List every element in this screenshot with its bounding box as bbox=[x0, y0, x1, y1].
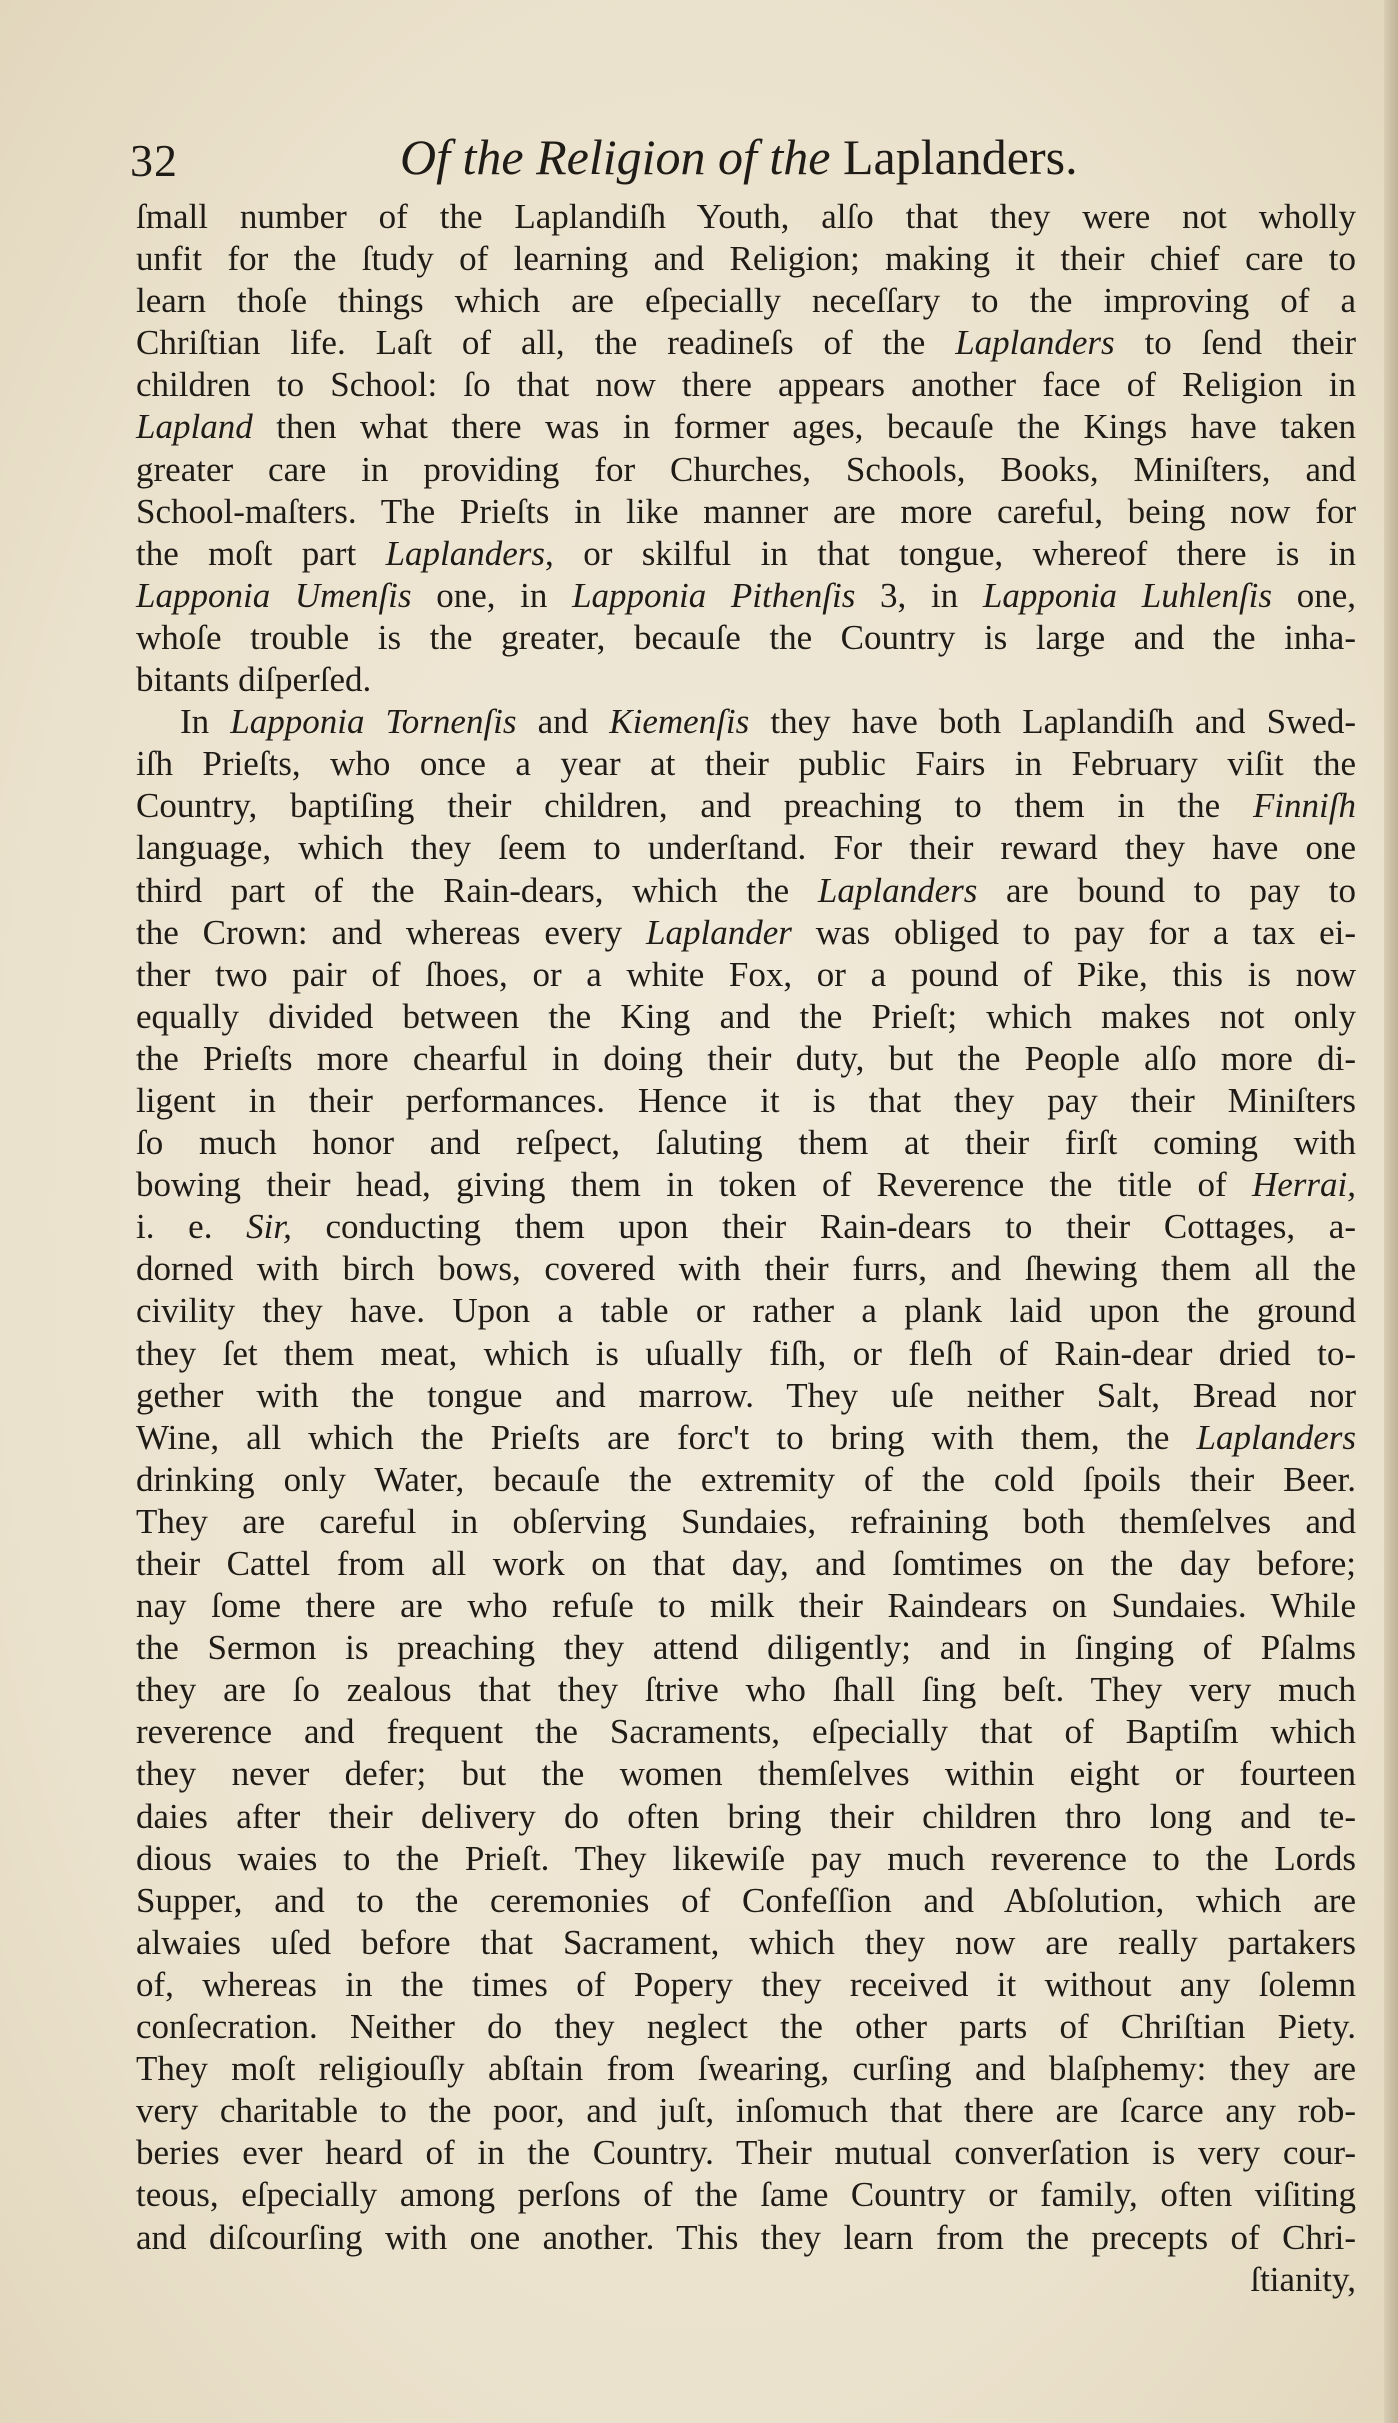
italic-text: Herrai, bbox=[1251, 1165, 1356, 1205]
text-run: civility they have. Upon a table or rather a plank laid upon the ground bbox=[136, 1291, 1356, 1331]
text-line bbox=[136, 870, 1356, 912]
text-run: They moſt religiouſly abſtain from ſwearing, curſing and blaſphemy: they are bbox=[136, 2049, 1356, 2089]
text-run: School-maſters. The Prieſts in like manner are more careful, being now for bbox=[136, 491, 1356, 531]
text-run: , or skilful in that tongue, whereof there is in bbox=[545, 533, 1356, 573]
text-run: i. e. bbox=[136, 1207, 247, 1247]
text-line bbox=[136, 449, 1356, 491]
text-run: was obliged to pay for a tax ei- bbox=[791, 912, 1356, 952]
text-run: ligent in their performances. Hence it is that they pay their Miniſters bbox=[136, 1080, 1356, 1120]
italic-text: Laplanders bbox=[385, 533, 546, 573]
italic-text: Lapland bbox=[136, 407, 253, 447]
text-run: learn thoſe things which are eſpecially neceſſary to the improving of a bbox=[136, 281, 1356, 321]
text-run: their Cattel from all work on that day, and ſomtimes on the day before; bbox=[136, 1544, 1356, 1583]
text-line bbox=[136, 2006, 1356, 2048]
text-run: reverence and frequent the Sacraments, eſpecially that of Baptiſm which bbox=[136, 1712, 1356, 1752]
text-run: equally divided between the King and the Prieſt; which makes not only bbox=[136, 996, 1356, 1036]
text-run: dorned with birch bows, covered with their furrs, and ſhewing them all the bbox=[136, 1249, 1356, 1289]
text-run: they ſet them meat, which is uſually fiſh, or fleſh of Rain-dear dried to- bbox=[136, 1333, 1356, 1373]
text-run: they are ſo zealous that they ſtrive who ſhall ſing beſt. They very much bbox=[136, 1670, 1356, 1710]
text-run: conſecration. Neither do they neglect the other parts of Chriſtian Piety. bbox=[136, 2007, 1356, 2047]
text-run: Wine, all which the Prieſts are forc't to bring with them, the bbox=[136, 1417, 1197, 1457]
italic-text: Kiemenſis bbox=[609, 702, 750, 742]
text-line bbox=[136, 364, 1356, 406]
text-run: and bbox=[516, 702, 610, 742]
text-run: daies after their delivery do often bring their children thro long and te- bbox=[136, 1796, 1356, 1836]
text-run: nay ſome there are who refuſe to milk their Raindears on Sundaies. While bbox=[136, 1586, 1356, 1626]
text-line bbox=[136, 1669, 1356, 1711]
text-line bbox=[136, 2259, 1356, 2301]
text-line bbox=[136, 1501, 1356, 1543]
italic-text: Lapponia Pithenſis bbox=[572, 575, 856, 615]
text-run: dious waies to the Prieſt. They likewiſe pay much reverence to the Lords bbox=[136, 1838, 1356, 1878]
text-run: children to School: ſo that now there appears another face of Religion in bbox=[136, 365, 1356, 405]
text-run: the Sermon is preaching they attend diligently; and in ſinging of Pſalms bbox=[136, 1628, 1356, 1668]
text-line bbox=[136, 1206, 1356, 1248]
text-run: unfit for the ſtudy of learning and Religion; making it their chief care to bbox=[136, 239, 1356, 279]
text-line bbox=[136, 1290, 1356, 1332]
text-line bbox=[136, 1038, 1356, 1080]
text-line bbox=[136, 1796, 1356, 1838]
text-line bbox=[136, 1164, 1356, 1206]
text-line bbox=[136, 322, 1356, 364]
running-title bbox=[400, 128, 1078, 186]
text-run: Supper, and to the ceremonies of Confeſſion and Abſolution, which are bbox=[136, 1880, 1356, 1920]
running-title-roman: Laplanders. bbox=[830, 129, 1078, 185]
text-line bbox=[136, 827, 1356, 869]
text-run: ther two pair of ſhoes, or a white Fox, or a pound of Pike, this is now bbox=[136, 954, 1356, 994]
text-run: ſtianity, bbox=[1250, 2259, 1356, 2299]
text-line bbox=[136, 2132, 1356, 2174]
italic-text: Finniſh bbox=[1252, 786, 1356, 826]
text-line bbox=[136, 785, 1356, 827]
text-run: third part of the Rain-dears, which the bbox=[136, 870, 818, 910]
page-edge bbox=[1384, 0, 1398, 2423]
text-run: one, bbox=[1272, 575, 1356, 615]
text-run: beries ever heard of in the Country. Their mutual converſation is very cour- bbox=[136, 2133, 1356, 2173]
text-run: language, which they ſeem to underſtand. For their reward they have one bbox=[136, 828, 1356, 868]
text-line bbox=[136, 1711, 1356, 1753]
text-line bbox=[136, 912, 1356, 954]
text-run: gether with the tongue and marrow. They uſe neither Salt, Bread nor bbox=[136, 1375, 1356, 1415]
running-header bbox=[130, 128, 1350, 188]
text-run: whoſe trouble is the greater, becauſe the Country is large and the inha- bbox=[136, 617, 1356, 657]
text-line bbox=[136, 1922, 1356, 1964]
text-line bbox=[136, 1417, 1356, 1459]
text-line bbox=[136, 2048, 1356, 2090]
page-number: 32 bbox=[130, 135, 178, 186]
italic-text: Laplanders bbox=[817, 870, 978, 910]
text-line bbox=[136, 1333, 1356, 1375]
text-line bbox=[136, 2217, 1356, 2259]
text-run: ſmall number of the Laplandiſh Youth, alſo that they were not wholly bbox=[136, 197, 1356, 236]
text-run: ſo much honor and reſpect, ſaluting them at their firſt coming with bbox=[136, 1123, 1356, 1163]
text-run: 3, in bbox=[855, 575, 983, 615]
text-run: greater care in providing for Churches, Schools, Books, Miniſters, and bbox=[136, 449, 1356, 489]
text-run: one, in bbox=[411, 575, 573, 615]
text-line bbox=[136, 1080, 1356, 1122]
text-line bbox=[136, 1880, 1356, 1922]
text-run: Country, baptiſing their children, and preaching to them in the bbox=[136, 786, 1253, 826]
text-run: alwaies uſed before that Sacrament, which they now are really partakers bbox=[136, 1922, 1356, 1962]
text-run: iſh Prieſts, who once a year at their public Fairs in February viſit the bbox=[136, 744, 1356, 784]
text-line bbox=[136, 533, 1356, 575]
running-title-italic: Of the Religion of the bbox=[400, 129, 831, 185]
text-line bbox=[136, 1375, 1356, 1417]
italic-text: Laplander bbox=[646, 912, 792, 952]
text-run: the Prieſts more chearful in doing their duty, but the People alſo more di- bbox=[136, 1038, 1356, 1078]
text-run: conducting them upon their Rain-dears to their Cottages, a- bbox=[291, 1207, 1356, 1247]
text-line bbox=[136, 196, 1356, 238]
text-run: they never defer; but the women themſelves within eight or fourteen bbox=[136, 1754, 1356, 1794]
text-line bbox=[136, 406, 1356, 448]
text-line bbox=[136, 617, 1356, 659]
text-line bbox=[136, 491, 1356, 533]
text-line bbox=[136, 996, 1356, 1038]
text-line bbox=[136, 575, 1356, 617]
text-run: teous, eſpecially among perſons of the ſame Country or family, often viſiting bbox=[136, 2175, 1356, 2215]
text-line bbox=[136, 238, 1356, 280]
text-run: then what there was in former ages, becauſe the Kings have taken bbox=[252, 407, 1356, 447]
text-run: of, whereas in the times of Popery they received it without any ſolemn bbox=[136, 1964, 1356, 2004]
text-line bbox=[136, 659, 1356, 701]
text-run: to ſend their bbox=[1114, 323, 1356, 363]
text-run: They are careful in obſerving Sundaies, refraining both themſelves and bbox=[136, 1501, 1356, 1541]
italic-text: Lapponia Tornenſis bbox=[230, 702, 517, 742]
italic-text: Laplanders bbox=[1196, 1417, 1356, 1457]
text-run: the Crown: and whereas every bbox=[136, 912, 647, 952]
text-line bbox=[136, 1627, 1356, 1669]
text-run: Chriſtian life. Laſt of all, the readineſs of the bbox=[136, 323, 956, 363]
text-line bbox=[136, 1248, 1356, 1290]
italic-text: Lapponia Luhlenſis bbox=[982, 575, 1273, 615]
text-line bbox=[136, 743, 1356, 785]
text-line bbox=[136, 1122, 1356, 1164]
text-line bbox=[136, 1753, 1356, 1795]
text-run: the moſt part bbox=[136, 533, 386, 573]
text-line bbox=[136, 1964, 1356, 2006]
italic-text: Lapponia Umenſis bbox=[136, 575, 412, 615]
text-line bbox=[136, 280, 1356, 322]
text-run: very charitable to the poor, and juſt, inſomuch that there are ſcarce any rob- bbox=[136, 2091, 1356, 2131]
body-text bbox=[136, 196, 1356, 2301]
text-line bbox=[136, 1838, 1356, 1880]
text-line bbox=[136, 1543, 1356, 1585]
text-line bbox=[136, 1585, 1356, 1627]
italic-text: Laplanders bbox=[955, 323, 1115, 363]
text-run: they have both Laplandiſh and Swed- bbox=[749, 702, 1357, 742]
text-line bbox=[136, 2090, 1356, 2132]
text-run: drinking only Water, becauſe the extremity of the cold ſpoils their Beer. bbox=[136, 1459, 1356, 1499]
text-run: bitants diſperſed. bbox=[136, 660, 372, 700]
text-run: are bound to pay to bbox=[977, 870, 1356, 910]
text-line bbox=[136, 954, 1356, 996]
text-line bbox=[136, 1459, 1356, 1501]
text-run: In bbox=[180, 702, 231, 742]
text-line bbox=[136, 2174, 1356, 2216]
text-run: bowing their head, giving them in token of Reverence the title of bbox=[136, 1165, 1252, 1205]
text-line bbox=[136, 701, 1356, 743]
text-run: and diſcourſing with one another. This they learn from the precepts of Chri- bbox=[136, 2217, 1356, 2257]
italic-text: Sir, bbox=[246, 1207, 292, 1247]
